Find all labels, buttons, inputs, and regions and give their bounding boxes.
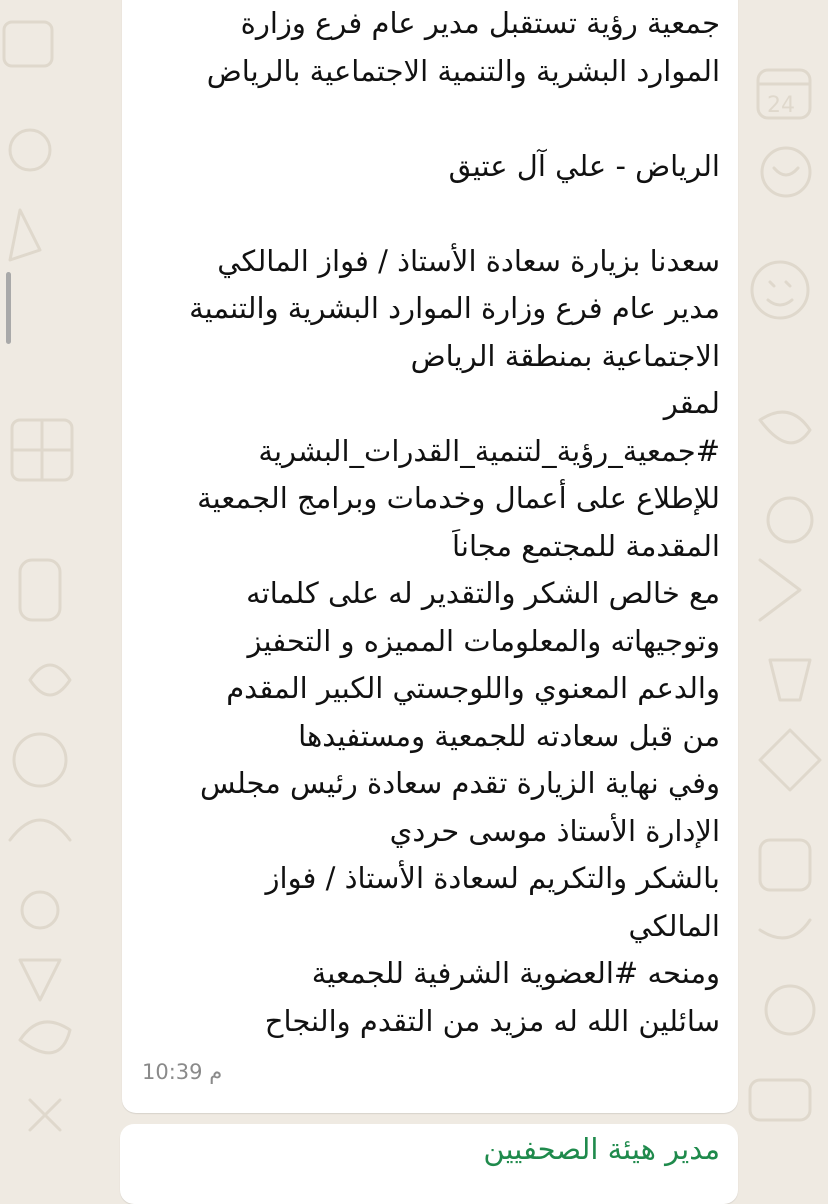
message-text <box>130 0 720 1045</box>
message-line: مدير عام فرع وزارة الموارد البشرية والتنمية <box>189 291 720 325</box>
message-line: للإطلاع على أعمال وخدمات وبرامج الجمعية <box>197 481 720 515</box>
message-line: الاجتماعية بمنطقة الرياض <box>410 338 720 373</box>
sender-name[interactable]: مدير هيئة الصحفيين <box>483 1132 720 1166</box>
message-timestamp: 10:39 م <box>142 1060 223 1084</box>
message-bubble[interactable] <box>122 0 738 1113</box>
svg-text:24: 24 <box>767 93 795 118</box>
message-line: من قبل سعادته للجمعية ومستفيدها <box>298 718 720 753</box>
message-line: سائلين الله له مزيد من التقدم والنجاح <box>264 1003 720 1038</box>
message-line: سعدنا بزيارة سعادة الأستاذ / فواز المالكي <box>217 243 720 278</box>
message-line: والدعم المعنوي واللوجستي الكبير المقدم <box>226 671 720 705</box>
message-line: مع خالص الشكر والتقدير له على كلماته <box>246 576 720 610</box>
next-message-bubble[interactable] <box>120 1124 738 1204</box>
message-line <box>130 190 720 238</box>
message-line: المالكي <box>628 908 720 943</box>
message-line: الإدارة الأستاذ موسى حردي <box>389 813 720 848</box>
message-line: وفي نهاية الزيارة تقدم سعادة رئيس مجلس <box>199 766 720 800</box>
scroll-indicator[interactable] <box>6 272 11 344</box>
message-line: جمعية رؤية تستقبل مدير عام فرع وزارة <box>240 6 720 40</box>
message-line: الرياض - علي آل عتيق <box>448 148 720 183</box>
message-line: المقدمة للمجتمع مجاناَ <box>452 528 720 563</box>
message-line: لمقر <box>663 386 720 420</box>
message-line: ومنحه #العضوية الشرفية للجمعية <box>311 956 720 990</box>
message-line: الموارد البشرية والتنمية الاجتماعية بالرياض <box>206 53 720 88</box>
message-line: بالشكر والتكريم لسعادة الأستاذ / فواز <box>265 861 720 895</box>
hashtag-link[interactable]: #جمعية_رؤية_لتنمية_القدرات_البشرية <box>258 433 720 468</box>
message-line <box>130 95 720 143</box>
message-line: وتوجيهاته والمعلومات المميزه و التحفيز <box>247 623 720 658</box>
